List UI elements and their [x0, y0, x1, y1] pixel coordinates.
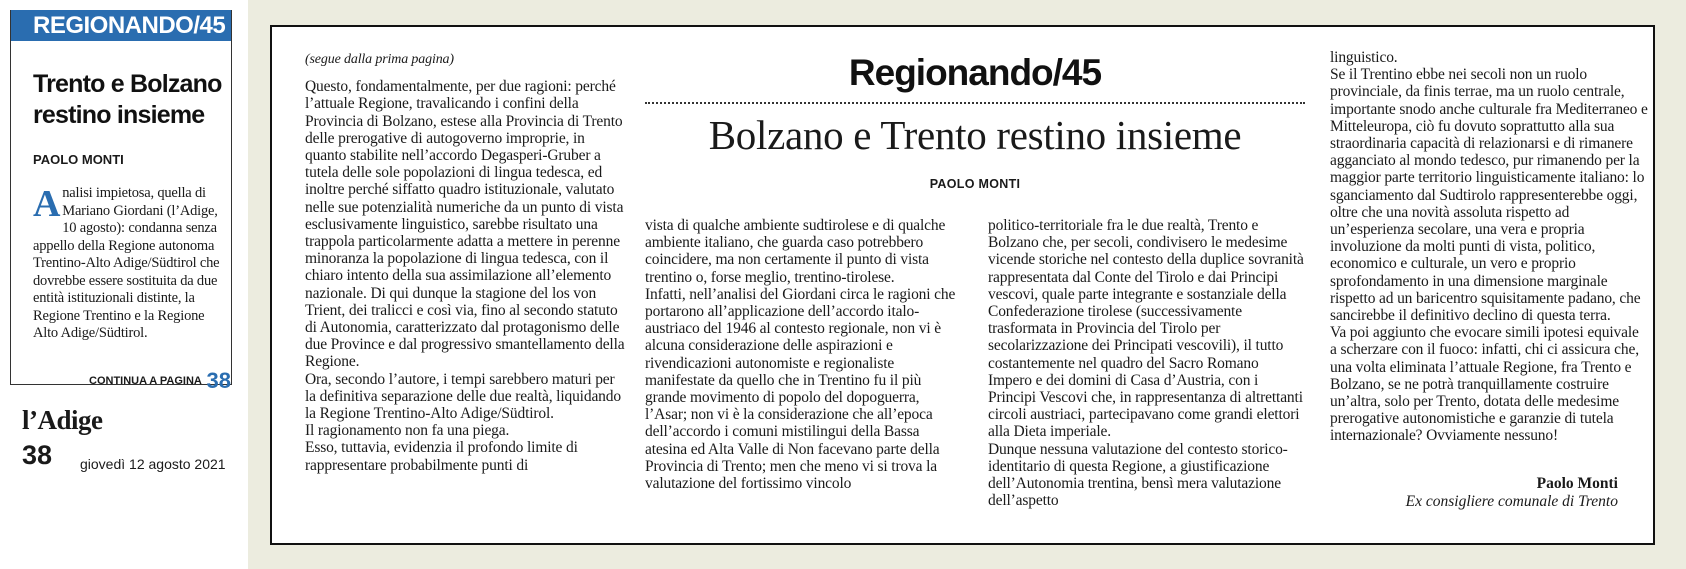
masthead-logo: l’Adige — [22, 405, 103, 435]
paragraph: Ora, secondo l’autore, i tempi sarebbero maturi per la definitiva separazione delle due realtà, liquidando la Regione Trentino-Alto Adige/Südtirol. — [305, 370, 621, 423]
page-date: giovedì 12 agosto 2021 — [80, 456, 226, 472]
continue-link[interactable] — [89, 368, 231, 394]
article-column-1 — [305, 51, 625, 474]
teaser-header: REGIONANDO/45 — [11, 10, 231, 41]
page-number: 38 — [22, 440, 53, 470]
paragraph: Infatti, nell’analisi del Giordani circa le ragioni che portarono all’applicazione dell’accordo italo-austriaco del 1946 al contesto regionale, non vi è alcuna considerazione delle aspirazioni e rivendicazioni autonomiste e regionaliste manifestate da quello che in Trentino fu il più grande movimento di popolo del dopoguerra, l’Asar; non vi è la considerazione che all’epoca dell’accordo i comuni mistilingui della Bassa atesina ed Alta Valle di Non facevano parte della Provincia di Trento; men che meno vi si trova la valutazione del fortissimo vincolo — [645, 285, 956, 493]
paragraph: Il ragionamento non fa una piega. — [305, 422, 510, 440]
paragraph: Esso, tuttavia, evidenzia il profondo limite di rappresentare probabilmente punti di — [305, 439, 578, 474]
teaser-dropcap: A — [33, 183, 61, 225]
paragraph: vista di qualche ambiente sudtirolese e di qualche ambiente italiano, che guarda caso potrebbero coincidere, ma non certamente il punto di vista trentino o, forse meglio, trentino-tirolese. — [645, 217, 946, 286]
paragraph: politico-territoriale fra le due realtà, Trento e Bolzano che, per secoli, condivisero le medesime vicende storiche nel contesto della duplice sovranità rappresentata dal Conte del Tirolo e dai Principi vescovi, quale parte integrante e sostanziale della Confederazione tirolese (successivamente trasformata in Provincia del Tirolo per secolarizzazione dei Principati vescovili), il tutto costantemente nel quadro del Sacro Romano Impero e dei domini di Casa d’Austria, con i Principi Vescovi che, in rappresentanza di altrettanti circoli austriaci, partecipavano come grandi elettori alla Dieta imperiale. — [988, 217, 1304, 441]
article-author: PAOLO MONTI — [929, 177, 1021, 191]
front-page-teaser — [10, 10, 232, 393]
paragraph: linguistico. — [1330, 49, 1398, 66]
article-frame — [270, 25, 1655, 545]
continue-label: CONTINUA A PAGINA — [89, 374, 202, 387]
article-rubric: Regionando/45 — [848, 52, 1102, 93]
article-column-3 — [988, 217, 1306, 509]
teaser-author: PAOLO MONTI — [33, 152, 124, 167]
paragraph: Va poi aggiunto che evocare simili ipotesi equivale a scherzare con il fuoco: infatti, chi ci assicura che, una volta eliminata l’attuale Regione, fra Trento e Bolzano, se ne potrà tranquillamente costruire un’altra, solo per Trento, dotata delle medesime prerogative autonomistiche e garanzie di tutela internazionale? Ovviamente nessuno! — [1330, 324, 1639, 445]
article-column-4 — [1330, 49, 1648, 445]
paragraph: Se il Trentino ebbe nei secoli non un ruolo provinciale, da finis terrae, ma un ruolo centrale, importante snodo anche culturale fra Mediterraneo e Mitteleuropa, ciò fu dovuto soprattutto alla sua straordinaria capacità di relazionarsi e di rimanere agganciato al mondo tedesco, pur rimanendo per la maggior parte territorio linguisticamente italiano: lo sganciamento dal Sudtirolo rappresenterebbe oggi, oltre che una novità assoluta rispetto ad un’esperienza secolare, una vera e propria involuzione da molti punti di vista, politico, economico e culturale, un vero e proprio sprofondamento in una dimensione marginale rispetto ad un baricentro squisitamente padano, che sancirebbe il definitivo declino di questa terra. — [1330, 66, 1648, 325]
paragraph: Questo, fondamentalmente, per due ragioni: perché l’attuale Regione, travalicando i confini della Provincia di Bolzano, estese alla Provincia di Trento delle prerogative di autogoverno improprie, in quanto stabilite nell’accordo Degasperi-Gruber a tutela delle sole popolazioni di lingua tedesca, ed inoltre perché siffatto quadro istituzionale, valutato nelle sue potenzialità numeriche da un punto di vista esclusivamente linguistico, sarebbe risultato una trappola particolarmente adatta a mettere in perenne minoranza la popolazione di lingua tedesca, con il chiaro intento della sua assimilazione all’elemento nazionale. Di qui dunque la stagione del los von Trient, dei tralicci e così via, fino al secondo statuto di Autonomia, caratterizzato dal protagonismo delle due Province e dal progressivo smantellamento della Regione. — [305, 78, 625, 371]
continued-from-note: (segue dalla prima pagina) — [305, 52, 454, 67]
article-title: Bolzano e Trento restino insieme — [708, 112, 1242, 158]
teaser-title: Trento e Bolzano restino insieme — [33, 70, 222, 129]
article-column-2 — [645, 217, 963, 492]
teaser-body — [33, 185, 231, 343]
signature-name: Paolo Monti — [1536, 475, 1618, 492]
signature-role: Ex consigliere comunale di Trento — [1405, 493, 1618, 510]
continue-page-number: 38 — [206, 368, 231, 393]
dotted-divider — [645, 102, 1305, 104]
paragraph: Dunque nessuna valutazione del contesto storico-identitario di questa Regione, a giustificazione dell’Autonomia trentina, bensì mera valutazione dell’aspetto — [988, 440, 1288, 510]
teaser-text: nalisi impietosa, quella di Mariano Giordani (l’Adige, 10 agosto): condanna senza appello della Regione autonoma Trentino-Alto Adige/Südtirol che dovrebbe essere sostituita da due entità istituzionali distinte, la Regione Trentino e la Regione Alto Adige/Südtirol. — [33, 185, 220, 341]
